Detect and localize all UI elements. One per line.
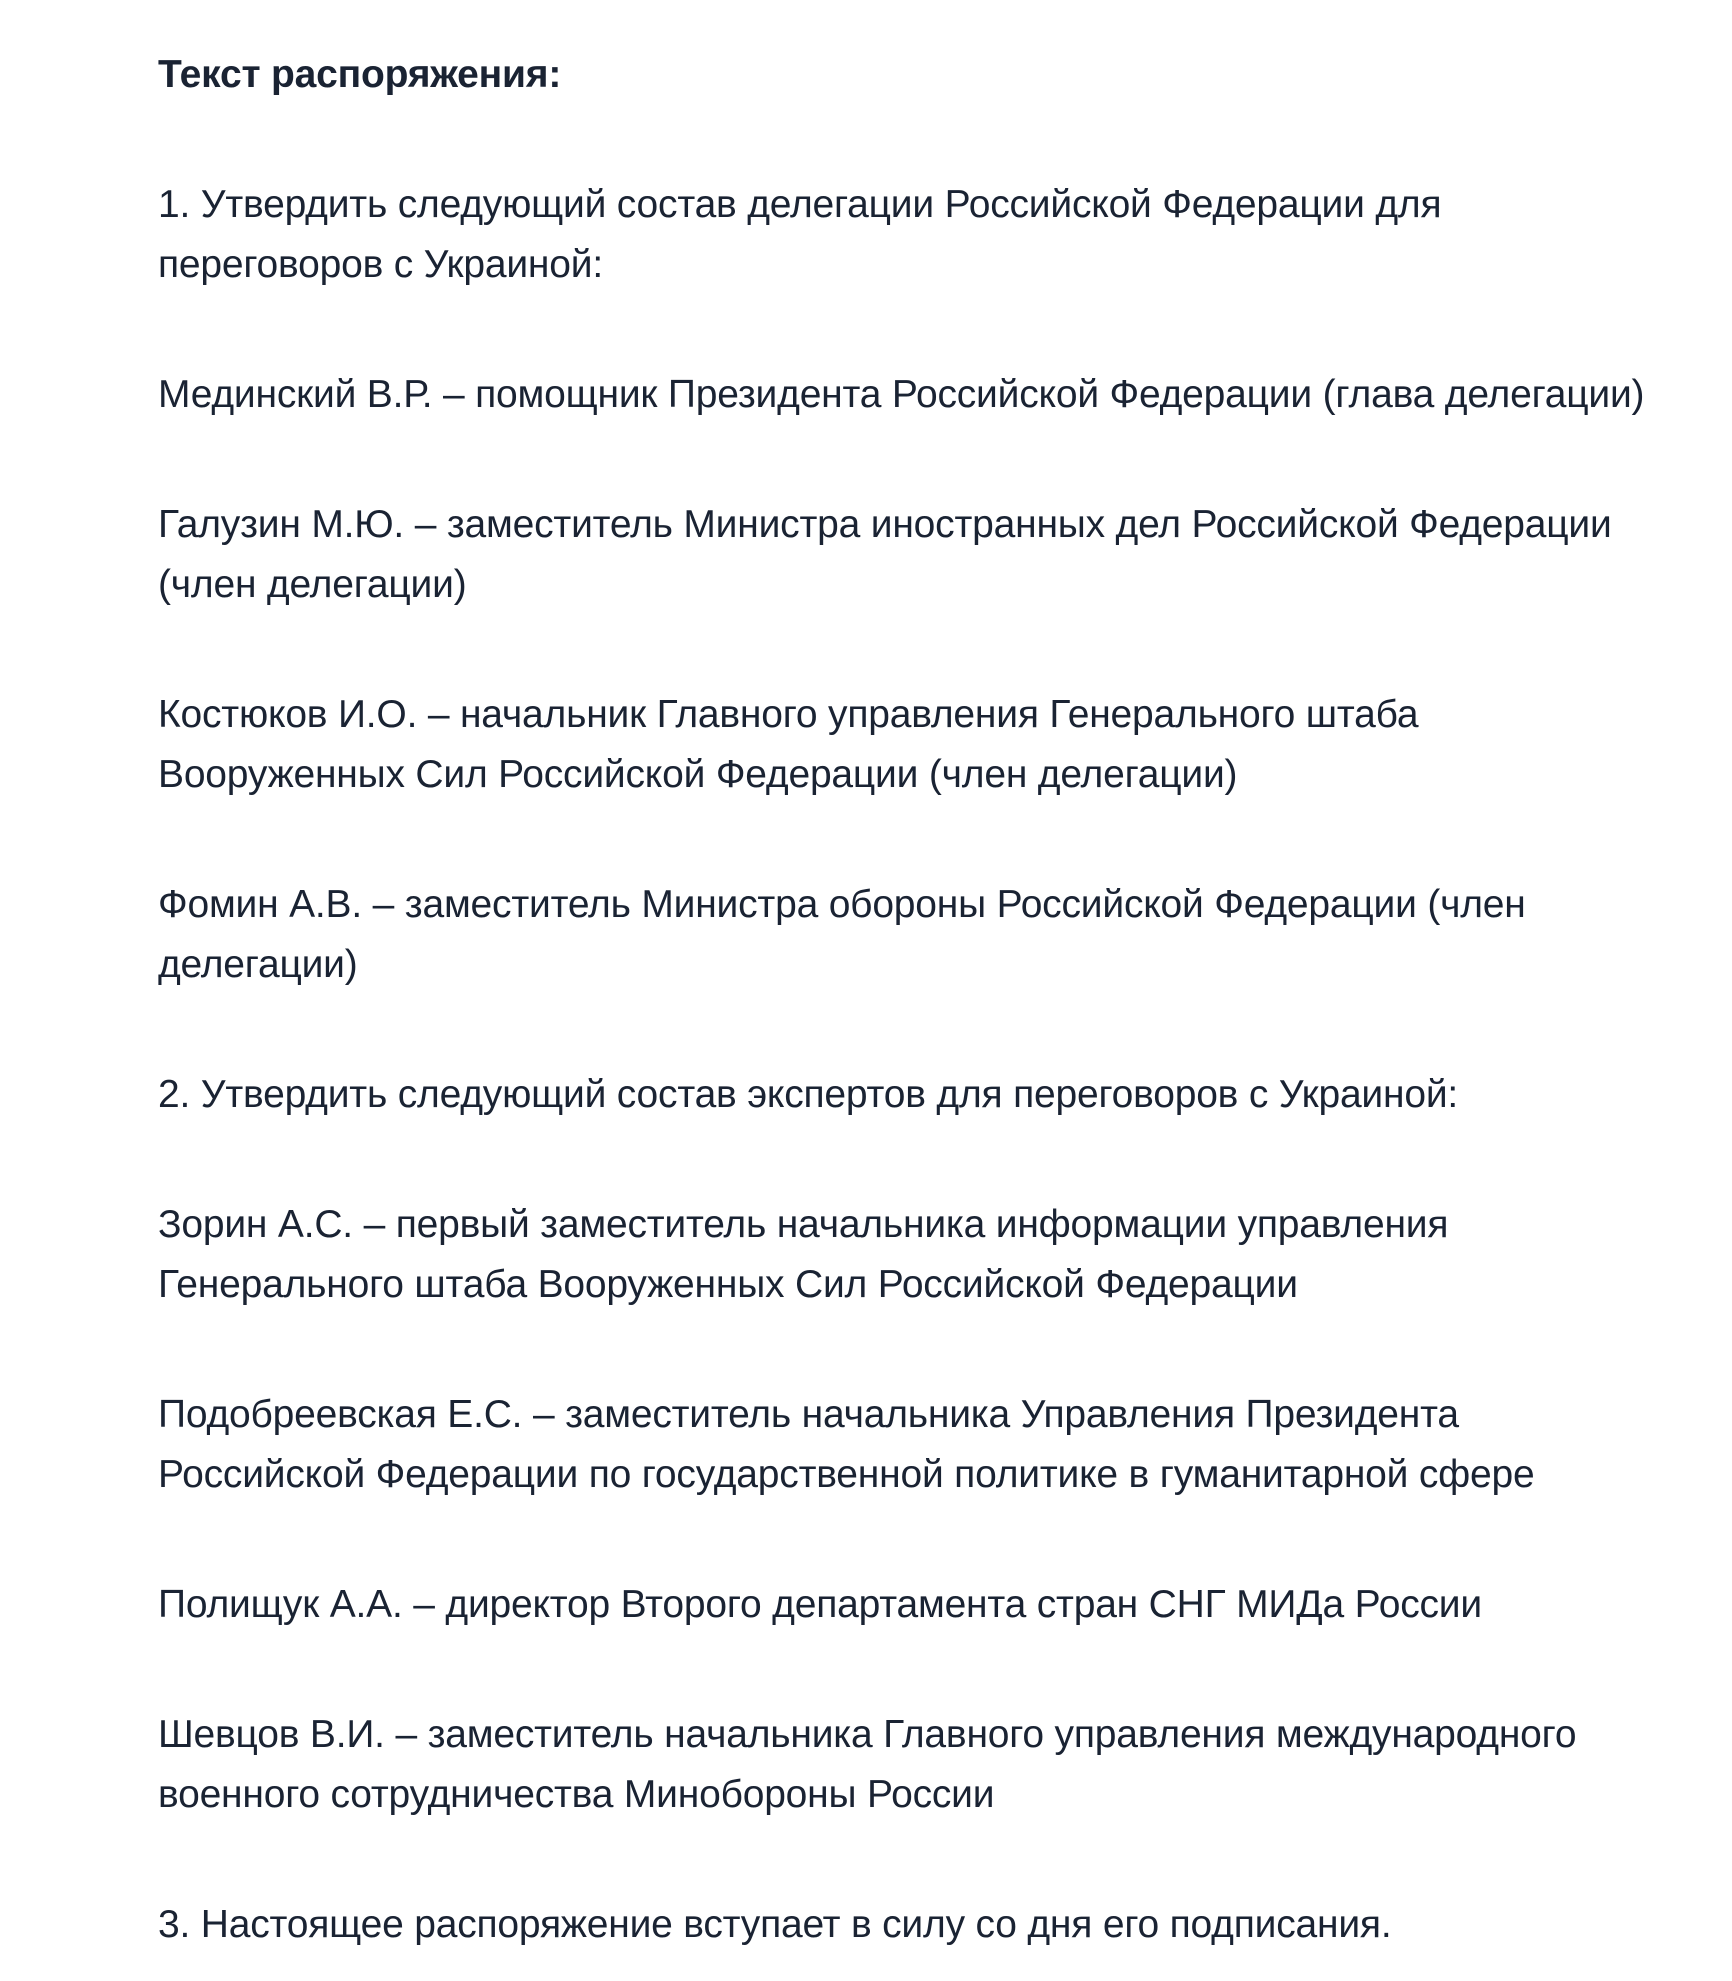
text-line: Мединский В.Р. – помощник Президента Российской Федерации (глава делегации) <box>158 373 1645 416</box>
text-line: переговоров с Украиной: <box>158 243 603 286</box>
paragraph-podobreevskaya <box>158 1385 1662 1505</box>
document-heading: Текст распоряжения: <box>158 53 562 96</box>
paragraph-galuzin <box>158 495 1662 615</box>
paragraph-3-effective-date <box>158 1895 1662 1955</box>
text-line: Фомин А.В. – заместитель Министра обороны Российской Федерации (член <box>158 883 1526 926</box>
paragraph-kostyukov <box>158 685 1662 805</box>
text-line: Зорин А.С. – первый заместитель начальника информации управления <box>158 1203 1449 1246</box>
text-line: Полищук А.А. – директор Второго департамента стран СНГ МИДа России <box>158 1583 1482 1626</box>
text-line: Вооруженных Сил Российской Федерации (член делегации) <box>158 753 1238 796</box>
text-line: Подобреевская Е.С. – заместитель начальника Управления Президента <box>158 1393 1459 1436</box>
document-body <box>158 175 1662 1955</box>
text-line: 3. Настоящее распоряжение вступает в силу со дня его подписания. <box>158 1903 1392 1946</box>
text-line: Российской Федерации по государственной политике в гуманитарной сфере <box>158 1453 1535 1496</box>
text-line: 2. Утвердить следующий состав экспертов для переговоров с Украиной: <box>158 1073 1459 1116</box>
text-line: Костюков И.О. – начальник Главного управления Генерального штаба <box>158 693 1419 736</box>
text-line: 1. Утвердить следующий состав делегации Российской Федерации для <box>158 183 1442 226</box>
paragraph-polishchuk <box>158 1575 1662 1635</box>
text-line: (член делегации) <box>158 563 467 606</box>
paragraph-medinsky <box>158 365 1662 425</box>
paragraph-2-experts-intro <box>158 1065 1662 1125</box>
text-line: Галузин М.Ю. – заместитель Министра иностранных дел Российской Федерации <box>158 503 1612 546</box>
paragraph-fomin <box>158 875 1662 995</box>
paragraph-zorin <box>158 1195 1662 1315</box>
text-line: Шевцов В.И. – заместитель начальника Главного управления международного <box>158 1713 1577 1756</box>
text-line: Генерального штаба Вооруженных Сил Российской Федерации <box>158 1263 1298 1306</box>
paragraph-1-delegation-intro <box>158 175 1662 295</box>
text-line: делегации) <box>158 943 358 986</box>
paragraph-shevtsov <box>158 1705 1662 1825</box>
text-line: военного сотрудничества Минобороны России <box>158 1773 995 1816</box>
